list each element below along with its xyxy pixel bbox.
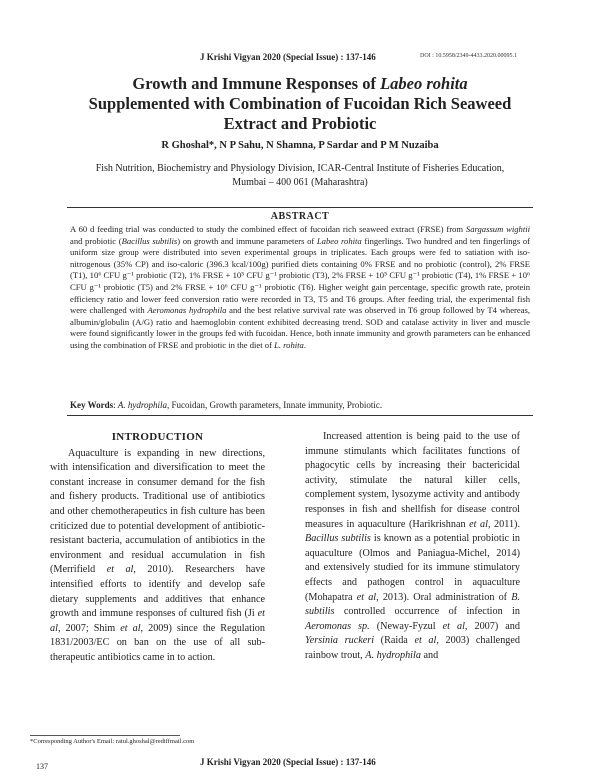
footer-journal: J Krishi Vigyan 2020 (Special Issue) : 137-146 — [200, 757, 376, 767]
intro-right-text-i: , 2003) challenged rainbow trout, — [305, 635, 521, 661]
left-column — [50, 430, 265, 666]
keywords-species: A. hydrophila — [117, 400, 168, 410]
intro-left-text-a: Aquaculture is expanding in new directions, with intensification and diversification to meet the constant increase in consumer demand for the fish and fishery products. Traditional use of antibiotics and other chemotherapeutics in fish culture has been criticized due to potential development of antibiotic-resistant bacteria, accumulation of antibiotics in the environment and residual accumulation in fish (Merrifield — [50, 447, 265, 576]
intro-right-etal-4: et al — [414, 635, 437, 647]
keywords-sep: : — [113, 400, 118, 410]
abstract-species-3: Labeo rohita — [316, 235, 362, 246]
doi-label: DOI : 10.5958/2349-4433.2020.00095.1 — [420, 53, 517, 59]
footnote-rule — [30, 735, 180, 736]
right-column — [305, 430, 520, 664]
intro-right-etal-2: et al — [356, 591, 377, 603]
intro-right-species-3: Aeromonas sp. — [305, 620, 370, 632]
intro-right-species-1: Bacillus subtilis — [305, 533, 371, 545]
intro-paragraph-2 — [305, 430, 520, 664]
affiliation-line1: Fish Nutrition, Biochemistry and Physiology Division, ICAR-Central Institute of Fisheries Education, — [95, 163, 505, 174]
introduction-heading: INTRODUCTION — [111, 431, 204, 443]
intro-left-text-b: , 2010). Researchers have intensified efforts to identify and develop safe dietary supplements and additives that enhance growth and immune responses of cultured fish (Ji — [50, 564, 265, 620]
intro-right-text-j: and — [420, 649, 439, 661]
title-line2: Supplemented with Combination of Fucoidan Rich Seaweed — [88, 94, 512, 113]
intro-left-text-d: , 2009) since the Regulation 1831/2003/EC on ban on the use of all sub-therapeutic antibiotics came in to action. — [50, 622, 265, 663]
title-line3: Extract and Probiotic — [223, 114, 377, 133]
intro-right-etal-1: et al — [469, 518, 488, 530]
intro-right-text-b: , 2011). — [487, 518, 520, 530]
abstract-species-2: Bacillus subtilis — [121, 235, 178, 246]
title-line1: Growth and Immune Responses of — [132, 74, 381, 93]
intro-right-text-f: (Neway-Fyzul — [369, 620, 443, 632]
running-header-journal: J Krishi Vigyan 2020 (Special Issue) : 137-146 — [200, 52, 376, 62]
intro-right-etal-3: et al — [442, 620, 465, 632]
page-number: 137 — [36, 762, 48, 771]
intro-right-text-h: (Raida — [374, 635, 415, 647]
author-list: R Ghoshal*, N P Sahu, N Shamna, P Sardar and P M Nuzaiba — [161, 140, 439, 151]
abstract-top-rule — [67, 207, 533, 208]
intro-paragraph-1 — [50, 447, 265, 666]
abstract-text-2: and probiotic ( — [70, 235, 122, 246]
title-species: Labeo rohita — [380, 74, 468, 93]
intro-right-text-c: is known as a potential probiotic in aquaculture (Olmos and Paniagua-Michel, 2014) and extensively studied for its immune stimulatory effects and pathogen control in aquaculture (Mohapatra — [305, 533, 521, 603]
intro-right-text-d: , 2013). Oral administration of — [376, 591, 512, 603]
corresponding-author-footnote: *Corresponding Author's Email: ratul.ghoshal@rediffmail.com — [30, 738, 195, 745]
intro-right-text-a: Increased attention is being paid to the use of immune stimulants which facilitates functions of phagocytic cells by increasing their bactericidal activity, stimulate the natural killer cells, complement system, lysozyme activity and antibody responses in fish and shellfish for disease control measures in aquaculture (Harikrishnan — [305, 431, 520, 530]
intro-left-etal-2: et al — [50, 608, 265, 634]
intro-left-etal-3: et al — [120, 622, 141, 634]
abstract-text-3: ) on growth and immune parameters of — [177, 235, 317, 246]
intro-left-text-c: , 2007; Shim — [57, 622, 121, 634]
abstract-bottom-rule — [67, 415, 533, 416]
keywords-rest: , Fucoidan, Growth parameters, Innate immunity, Probiotic. — [167, 400, 383, 410]
intro-right-text-g: , 2007) and — [464, 620, 520, 632]
intro-right-species-4: Yersinia ruckeri — [305, 635, 375, 647]
affiliation-line2: Mumbai – 400 061 (Maharashtra) — [232, 177, 368, 188]
abstract-body — [70, 224, 530, 352]
intro-left-etal-1: et al — [106, 564, 134, 576]
keywords-label: Key Words — [70, 400, 114, 410]
abstract-text-6: . — [303, 339, 307, 350]
abstract-species-4: Aeromonas hydrophila — [147, 305, 227, 316]
intro-right-species-2: B. subtilis — [305, 591, 520, 618]
intro-right-text-e: controlled occurrence of infection in — [334, 606, 520, 618]
abstract-text-5: and the best relative survival rate was observed in T6 group followed by T4 whereas, albumin/globulin (A/G) ratio and haemoglobin content exhibited decreasing trend. SOD and catalase activity in liver and muscle were found significantly lower in the groups fed with fucoidan. Hence, both innate immunity and growth parameters can be enhanced using the combination of FRSE and probiotic in the diet of — [70, 305, 530, 350]
keywords — [70, 400, 530, 410]
abstract-heading: ABSTRACT — [270, 211, 330, 222]
abstract-species-1: Sargassum wightii — [465, 224, 531, 234]
abstract-text-4: fingerlings. Two hundred and ten fingerlings of uniform size group were distributed into seven experimental groups in triplicates. Each groups were fed to satiation with iso-nitrogenous (35% CP) and iso-caloric (396.3 kcal/100g) purified diets containing 0% FRSE and no probiotic (control), 2% FRSE (T1), 10⁶ CFU g⁻¹ probiotic (T2), 1% FRSE + 10⁵ CFU g⁻¹ probiotic (T3), 2% FRSE + 10⁵ CFU g⁻¹ probiotic (T4), 1% FRSE + 10⁶ CFU g⁻¹ probiotic (T5) and 2% FRSE + 10⁶ CFU g⁻¹ probiotic (T6). Higher weight gain percentage, specific growth rate, protein efficiency ratio and lower feed conversion ratio were recorded in T3, T5 and T6 groups. After feeding trial, the experimental fish were challenged with — [70, 235, 530, 316]
affiliation — [60, 162, 540, 190]
paper-title — [50, 74, 550, 134]
intro-right-species-5: A. hydrophila — [365, 649, 421, 661]
abstract-text-1: A 60 d feeding trial was conducted to study the combined effect of fucoidan rich seaweed extract (FRSE) from — [70, 224, 466, 234]
abstract-species-5: L. rohita — [274, 339, 304, 350]
